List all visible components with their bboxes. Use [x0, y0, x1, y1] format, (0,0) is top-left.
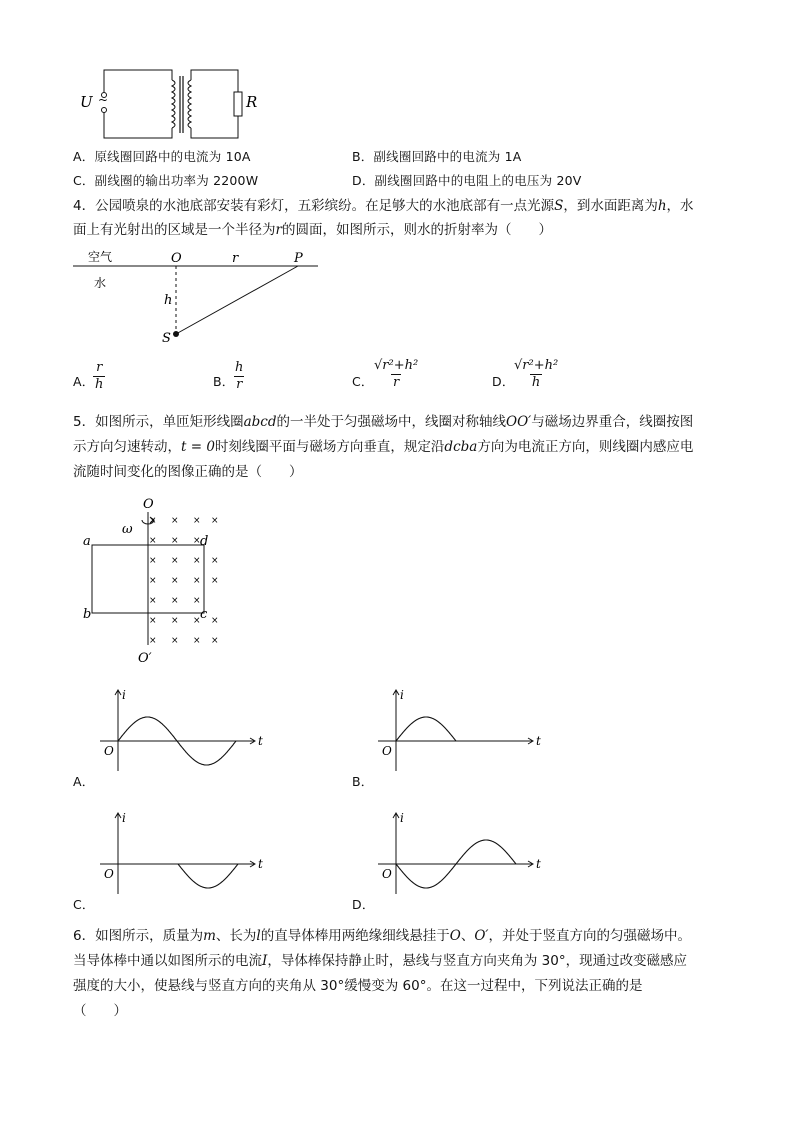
radius-label: r [232, 251, 239, 266]
axis-t-label: t [536, 857, 541, 871]
field-cross-mark: × [171, 556, 179, 566]
q4-option-a-fraction[interactable]: $\frac{r}{h}$ [95, 360, 104, 392]
field-cross-mark: × [193, 516, 201, 526]
q3-option-b[interactable]: B．副线圈回路中的电流为 1A [352, 149, 522, 164]
axis-o-label: O [143, 497, 154, 512]
axis-t-label: t [258, 734, 263, 748]
resistor-label: R [246, 93, 258, 111]
field-cross-mark: × [193, 596, 201, 606]
q4-option-c-fraction[interactable]: $\frac{\text{√r²+h²}}{r}$ [374, 358, 419, 390]
axis-t-label: t [536, 734, 541, 748]
voltage-label: U [80, 93, 93, 111]
axis-i-label: i [400, 811, 404, 825]
axis-i-label: i [122, 688, 126, 702]
q4-option-c-prefix[interactable]: C． [352, 374, 374, 389]
q5-option-b[interactable]: B． [352, 774, 374, 789]
q5-question-line1: 5．如图所示，单匝矩形线圈abcd的一半处于匀强磁场中，线圈对称轴线OO′与磁场边界重合，线圈按图 [73, 414, 694, 430]
field-cross-mark: × [171, 576, 179, 586]
point-o-label: O [171, 251, 182, 266]
field-cross-mark: × [193, 536, 201, 546]
q4-option-a-prefix[interactable]: A． [73, 374, 95, 389]
field-cross-mark: × [149, 616, 157, 626]
q4-question-line1: 4．公园喷泉的水池底部安装有彩灯，五彩缤纷。在足够大的水池底部有一点光源S，到水面距离为h，水 [73, 198, 694, 214]
graph-b [378, 688, 541, 771]
q5-question-line3: 流随时间变化的图像正确的是（ ） [73, 464, 303, 480]
q6-question-line3: 强度的大小，使悬线与竖直方向的夹角从 30°缓慢变为 60°。在这一过程中，下列说法正确的是 [73, 978, 643, 994]
graph-a [100, 688, 263, 771]
q6-question-line1: 6．如图所示，质量为m、长为l的直导体棒用两绝缘细线悬挂于O、O′，并处于竖直方向的匀强磁场中。 [73, 928, 691, 944]
field-cross-mark: × [171, 516, 179, 526]
origin-label: O [104, 744, 114, 758]
corner-b-label: b [83, 607, 92, 622]
field-cross-mark: × [171, 616, 179, 626]
q3-option-c[interactable]: C．副线圈的输出功率为 2200W [73, 173, 259, 188]
graph-d [378, 811, 541, 894]
q6-question-line2: 当导体棒中通以如图所示的电流I，导体棒保持静止时，悬线与竖直方向夹角为 30°，现通过改变磁感应 [73, 953, 688, 969]
q4-option-b-fraction[interactable]: $\frac{h}{r}$ [235, 360, 244, 392]
omega-label: ω [122, 522, 133, 537]
field-cross-mark: × [211, 636, 219, 646]
origin-label: O [382, 867, 392, 881]
field-cross-mark: × [149, 536, 157, 546]
field-cross-mark: × [149, 596, 157, 606]
field-cross-mark: × [171, 596, 179, 606]
corner-c-label: c [200, 607, 208, 622]
axis-t-label: t [258, 857, 263, 871]
field-cross-mark: × [211, 576, 219, 586]
field-cross-mark: × [149, 576, 157, 586]
q6-question-line4: （ ） [73, 1003, 127, 1019]
graph-c [100, 811, 263, 894]
field-cross-mark: × [211, 516, 219, 526]
current-curve [396, 717, 516, 741]
depth-label: h [164, 293, 173, 308]
ac-symbol: ~ [98, 93, 109, 107]
field-cross-mark: × [193, 636, 201, 646]
origin-label: O [382, 744, 392, 758]
field-cross-mark: × [149, 556, 157, 566]
field-cross-mark: × [211, 616, 219, 626]
axis-o-prime-label: O′ [138, 651, 152, 666]
point-p-label: P [294, 251, 303, 266]
field-cross-mark: × [171, 636, 179, 646]
q5-question-line2: 示方向匀速转动，t = 0时刻线圈平面与磁场方向垂直，规定沿dcba方向为电流正方向，则线圈内感应电 [73, 439, 694, 455]
current-curve [118, 864, 238, 888]
field-cross-mark: × [193, 576, 201, 586]
field-cross-mark: × [149, 516, 157, 526]
air-label: 空气 [88, 250, 113, 264]
axis-i-label: i [400, 688, 404, 702]
field-cross-mark: × [193, 616, 201, 626]
q4-option-d-prefix[interactable]: D． [492, 374, 515, 389]
q4-option-b-prefix[interactable]: B． [213, 374, 235, 389]
field-cross-mark: × [211, 556, 219, 566]
q5-option-a[interactable]: A． [73, 774, 95, 789]
origin-label: O [104, 867, 114, 881]
axis-i-label: i [122, 811, 126, 825]
q5-option-c[interactable]: C． [73, 897, 95, 912]
corner-d-label: d [200, 534, 209, 549]
q4-option-d-fraction[interactable]: $\frac{\text{√r²+h²}}{h}$ [514, 358, 559, 390]
field-cross-mark: × [193, 556, 201, 566]
q5-option-d[interactable]: D． [352, 897, 375, 912]
water-label: 水 [94, 276, 107, 290]
q4-question-line2: 面上有光射出的区域是一个半径为r的圆面，如图所示，则水的折射率为（ ） [73, 222, 552, 238]
corner-a-label: a [83, 534, 91, 549]
field-cross-mark: × [149, 636, 157, 646]
source-label: S [162, 331, 171, 346]
q3-option-a[interactable]: A．原线圈回路中的电流为 10A [73, 149, 251, 164]
q3-option-d[interactable]: D．副线圈回路中的电阻上的电压为 20V [352, 173, 582, 188]
field-cross-mark: × [171, 536, 179, 546]
